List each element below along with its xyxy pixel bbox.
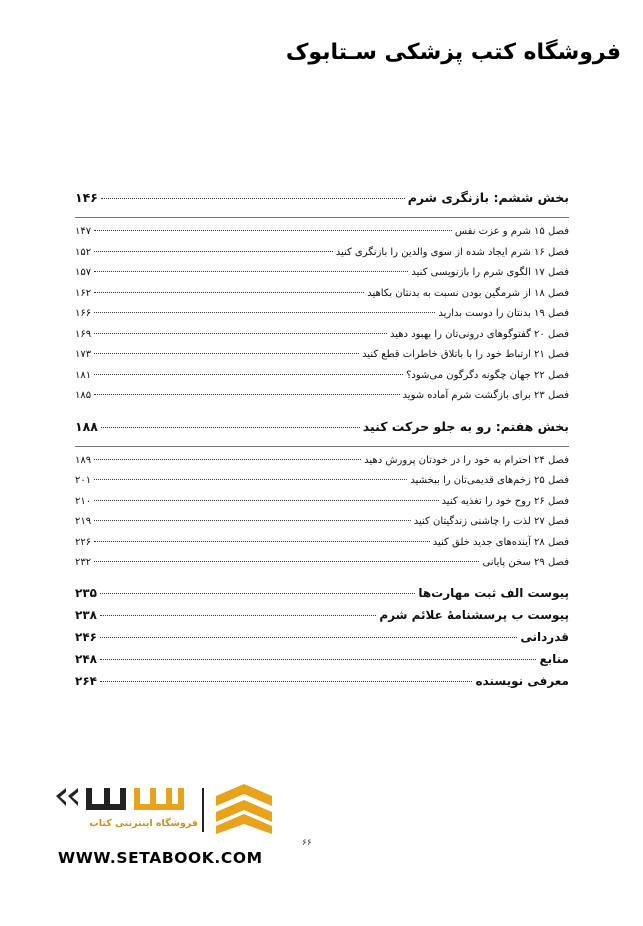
appendix-entry-title: قدردانی	[520, 629, 569, 644]
chapter-entry	[75, 370, 569, 391]
page-title: فروشگاه کتب پزشکی سـتابوک	[285, 40, 621, 65]
dot-leader	[101, 198, 405, 199]
appendix-entry	[75, 630, 569, 652]
chapter-entry-title: فصل ۲۰ گفتوگوهای درونی‌تان را بهبود دهید	[390, 328, 569, 340]
spacer	[75, 411, 569, 419]
section-heading-page: ۱۴۶	[75, 190, 98, 205]
dot-leader	[94, 312, 435, 313]
chapter-entry	[75, 475, 569, 496]
appendix-entry-page: ۲۴۶	[75, 629, 97, 644]
appendix-entry-title: پیوست ب پرسشنامهٔ علائم شرم	[379, 607, 569, 622]
dot-leader	[101, 427, 360, 428]
appendix-entry-title: معرفی نویسنده	[475, 673, 569, 688]
chapter-entry-title: فصل ۱۶ شرم ایجاد شده از سوی والدین را بازنگری کنید	[335, 246, 569, 258]
appendix-entry-page: ۲۳۵	[75, 585, 97, 600]
chapter-entry	[75, 496, 569, 517]
chapter-entry	[75, 247, 569, 268]
chapter-entry-title: فصل ۲۲ جهان چگونه دگرگون می‌شود؟	[406, 369, 569, 381]
chapter-entry-title: فصل ۲۴ احترام به خود را در خودتان پرورش دهید	[364, 454, 569, 466]
page-number: ۶۶	[302, 838, 312, 848]
chapter-entry	[75, 226, 569, 247]
dot-leader	[100, 637, 517, 638]
section-heading	[75, 190, 569, 218]
dot-leader	[94, 271, 408, 272]
chapter-entry-page: ۲۲۶	[75, 536, 92, 548]
dot-leader	[100, 593, 415, 594]
chapter-entry-title: فصل ۲۵ زخم‌های قدیمی‌تان را ببخشید	[410, 475, 569, 486]
chapter-entry	[75, 349, 569, 370]
setabook-wordmark-logo	[52, 782, 200, 840]
chapter-entry-page: ۱۸۵	[75, 390, 92, 401]
appendix-entry	[75, 608, 569, 630]
spacer	[75, 578, 569, 586]
appendix-entry-title: منابع	[539, 651, 569, 666]
chapter-entry-page: ۱۵۲	[75, 246, 92, 258]
chapter-entry-title: فصل ۲۱ ارتباط خود را با باتلاق خاطرات قطع کنید	[362, 349, 569, 360]
chapter-entry-title: فصل ۲۳ برای بازگشت شرم آماده شوید	[402, 390, 569, 401]
section-heading-page: ۱۸۸	[75, 418, 98, 434]
chapter-entry-title: فصل ۱۷ الگوی شرم را بازنویسی کنید	[411, 267, 569, 278]
dot-leader	[94, 353, 359, 354]
dot-leader	[100, 615, 376, 616]
dot-leader	[100, 659, 536, 660]
chapter-entry-page: ۱۶۲	[75, 287, 92, 299]
appendix-entry-page: ۲۴۸	[75, 651, 97, 666]
chapter-entry-page: ۱۶۹	[75, 328, 92, 340]
chapter-entry-page: ۲۳۲	[75, 557, 92, 568]
dot-leader	[94, 561, 479, 562]
logo-subtitle: فروشگاه اینترنتی کتاب	[89, 818, 198, 829]
dot-leader	[94, 479, 407, 480]
chapter-entry-title: فصل ۲۸ آینده‌های جدید خلق کنید	[432, 536, 569, 548]
chapter-entry-page: ۱۷۳	[75, 349, 92, 360]
logo-divider	[202, 788, 204, 832]
appendix-entry	[75, 652, 569, 674]
dot-leader	[94, 459, 361, 460]
chapter-entry	[75, 288, 569, 309]
dot-leader	[94, 541, 430, 542]
chapter-entry-page: ۱۸۹	[75, 454, 92, 466]
chapter-entry-page: ۱۴۷	[75, 226, 92, 237]
appendix-entry	[75, 674, 569, 696]
chapter-entry-title: فصل ۲۶ روح خود را تغذیه کنید	[441, 495, 569, 507]
dot-leader	[94, 251, 333, 252]
section-heading-title: بخش ششم: بازنگری شرم	[407, 190, 569, 205]
chapter-entry	[75, 516, 569, 537]
chapter-entry-title: فصل ۲۹ سخن پایانی	[482, 557, 569, 568]
chapter-entry	[75, 537, 569, 558]
table-of-contents	[75, 190, 569, 696]
book-chevron-icon	[214, 782, 274, 836]
chapter-entry-page: ۱۶۶	[75, 308, 92, 319]
chapter-entry-page: ۲۰۱	[75, 475, 92, 486]
spacer	[75, 447, 569, 455]
dot-leader	[94, 230, 452, 231]
website-url: WWW.SETABOOK.COM	[58, 849, 263, 867]
appendix-entry-page: ۲۶۴	[75, 673, 97, 688]
section-heading-title: بخش هفتم: رو به جلو حرکت کنید	[362, 418, 569, 434]
chapter-entry-page: ۱۵۷	[75, 267, 92, 278]
chapter-entry-title: فصل ۱۵ شرم و عزت نفس	[454, 226, 569, 237]
dot-leader	[94, 500, 438, 501]
dot-leader	[94, 333, 387, 334]
chapter-entry-page: ۲۱۹	[75, 516, 92, 527]
dot-leader	[100, 681, 473, 682]
dot-leader	[94, 394, 399, 395]
chapter-entry-page: ۲۱۰	[75, 495, 92, 507]
spacer	[75, 218, 569, 226]
chapter-entry-title: فصل ۲۷ لذت را چاشنی زندگیتان کنید	[413, 516, 569, 527]
dot-leader	[94, 292, 364, 293]
dot-leader	[94, 520, 411, 521]
section-heading	[75, 419, 569, 447]
chapter-entry	[75, 557, 569, 578]
chapter-entry-page: ۱۸۱	[75, 369, 92, 381]
chapter-entry	[75, 390, 569, 411]
appendix-entry	[75, 586, 569, 608]
chapter-entry-title: فصل ۱۸ از شرمگین بودن نسبت به بدنتان بکاهید	[367, 287, 569, 299]
dot-leader	[94, 374, 403, 375]
chapter-entry	[75, 267, 569, 288]
setabook-logo	[52, 782, 272, 840]
chapter-entry-title: فصل ۱۹ بدنتان را دوست بدارید	[438, 308, 569, 319]
appendix-entry-page: ۲۳۸	[75, 607, 97, 622]
chapter-entry	[75, 308, 569, 329]
chapter-entry	[75, 329, 569, 350]
appendix-entry-title: پیوست الف ثبت مهارت‌ها	[418, 585, 569, 600]
chapter-entry	[75, 455, 569, 476]
